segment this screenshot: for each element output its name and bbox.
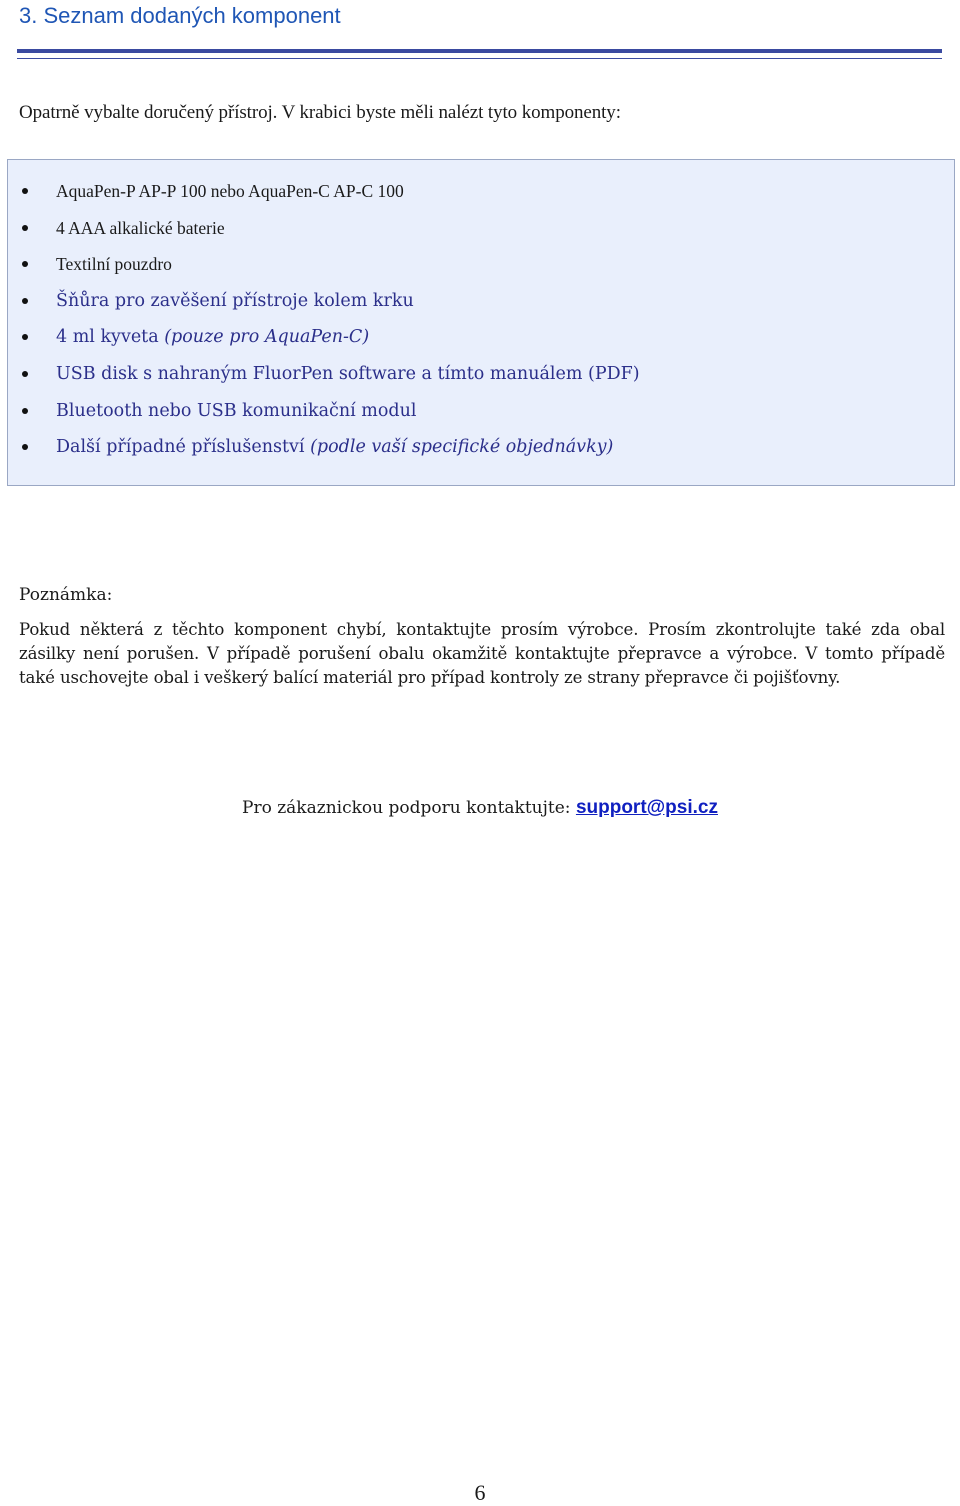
list-item-text: 4 AAA alkalické baterie — [56, 217, 225, 238]
components-box — [7, 159, 955, 486]
list-item-text: AquaPen-P AP-P 100 nebo AquaPen-C AP-C 100 — [56, 181, 404, 201]
list-item-text: Další případné příslušenství — [56, 437, 311, 458]
section-heading: 3. Seznam dodaných komponent — [19, 3, 341, 28]
list-item-text: Textilní pouzdro — [56, 254, 172, 275]
bullet-icon — [22, 225, 28, 231]
list-item — [8, 288, 954, 325]
bullet-icon — [22, 334, 28, 340]
support-email-link[interactable]: support@psi.cz — [575, 797, 718, 818]
heading-rule-thin — [17, 58, 942, 59]
list-item-note: (pouze pro AquaPen-C) — [164, 327, 370, 348]
intro-text: Opatrně vybalte doručený přístroj. V krabici byste měli nalézt tyto komponenty: — [19, 102, 621, 123]
list-item — [8, 251, 954, 288]
bullet-icon — [22, 261, 28, 267]
list-item — [8, 178, 954, 215]
page-number: 6 — [474, 1480, 486, 1505]
list-item — [8, 361, 954, 398]
list-item — [8, 434, 954, 471]
list-item-text: USB disk s nahraným FluorPen software a tímto manuálem (PDF) — [56, 363, 640, 384]
list-item-note: (podle vaší specifické objednávky) — [310, 437, 614, 458]
list-item-text: Šňůra pro zavěšení přístroje kolem krku — [56, 290, 414, 311]
list-item — [8, 324, 954, 361]
support-line — [0, 795, 960, 821]
list-item — [8, 215, 954, 252]
list-item — [8, 398, 954, 435]
note-body: Pokud některá z těchto komponent chybí, kontaktujte prosím výrobce. Prosím zkontrolujte také zda obal zásilky není porušen. V případě porušení obalu okamžitě kontaktujte přepravce a výrobce. V tomto případě také uschovejte obal i veškerý balící materiál pro případ kontroly ze strany přepravce či pojišťovny. — [19, 620, 945, 687]
components-list — [8, 178, 954, 471]
bullet-icon — [22, 408, 28, 414]
support-label: Pro zákaznickou podporu kontaktujte: — [242, 798, 576, 818]
bullet-icon — [22, 298, 28, 304]
note-label: Poznámka: — [19, 585, 113, 605]
bullet-icon — [22, 188, 28, 194]
list-item-text: 4 ml kyveta — [56, 327, 165, 348]
list-item-text: Bluetooth nebo USB komunikační modul — [56, 400, 417, 421]
bullet-icon — [22, 371, 28, 377]
heading-rule-thick — [17, 49, 942, 53]
bullet-icon — [22, 444, 28, 450]
